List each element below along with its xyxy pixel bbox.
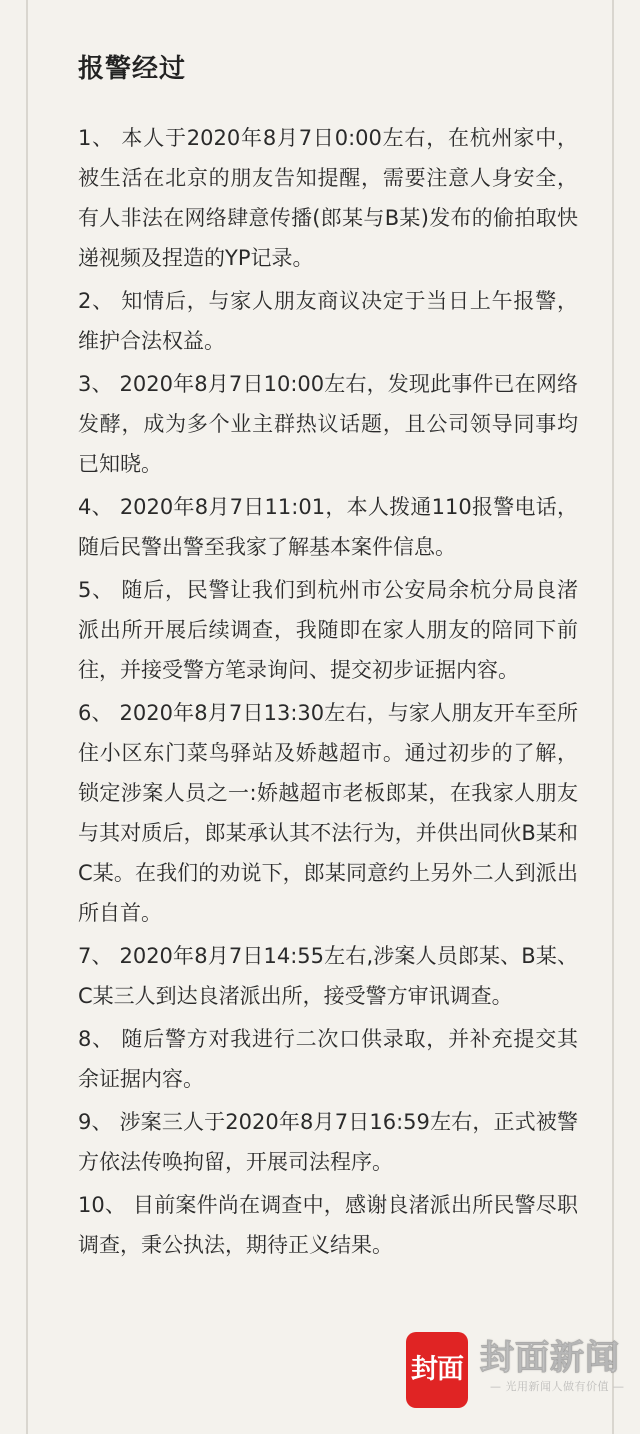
list-item: 1、 本人于2020年8月7日0:00左右，在杭州家中，被生活在北京的朋友告知提醒，需要注意人身安全，有人非法在网络肆意传播(郎某与B某)发布的偷拍取快递视频及捏造的YP记录。 [78,126,578,270]
page-border-right [612,0,614,1434]
watermark-seal: 封面 [406,1332,468,1408]
watermark-slogan: — 光用新闻人做有价值 — [490,1380,625,1393]
document-page [78,42,578,1268]
list-item: 10、 目前案件尚在调查中，感谢良渚派出所民警尽职调查，秉公执法，期待正义结果。 [78,1193,578,1257]
page-border-left [26,0,28,1434]
list-item: 2、 知情后，与家人朋友商议决定于当日上午报警，维护合法权益。 [78,289,578,353]
watermark-logo [406,1326,636,1416]
list-item: 6、 2020年8月7日13:30左右，与家人朋友开车至所住小区东门菜鸟驿站及娇越超市。通过初步的了解，锁定涉案人员之一:娇越超市老板郎某，在我家人朋友与其对质后，郎某承认其不法行为，并供出同伙B某和C某。在我们的劝说下，郎某同意约上另外二人到派出所自首。 [78,701,578,925]
list-item: 7、 2020年8月7日14:55左右,涉案人员郎某、B某、C某三人到达良渚派出所，接受警方审讯调查。 [78,944,578,1008]
list-item: 4、 2020年8月7日11:01，本人拨通110报警电话，随后民警出警至我家了解基本案件信息。 [78,495,578,559]
list-item: 3、 2020年8月7日10:00左右，发现此事件已在网络发酵，成为多个业主群热议话题，且公司领导同事均已知晓。 [78,372,578,476]
list-item: 9、 涉案三人于2020年8月7日16:59左右，正式被警方依法传唤拘留，开展司法程序。 [78,1110,578,1174]
document-title: 报警经过 [78,54,187,84]
list-item: 5、 随后，民警让我们到杭州市公安局余杭分局良渚派出所开展后续调查，我随即在家人朋友的陪同下前往，并接受警方笔录询问、提交初步证据内容。 [78,578,578,682]
watermark-brand: 封面新闻 [480,1338,620,1378]
list-item: 8、 随后警方对我进行二次口供录取，并补充提交其余证据内容。 [78,1027,578,1091]
